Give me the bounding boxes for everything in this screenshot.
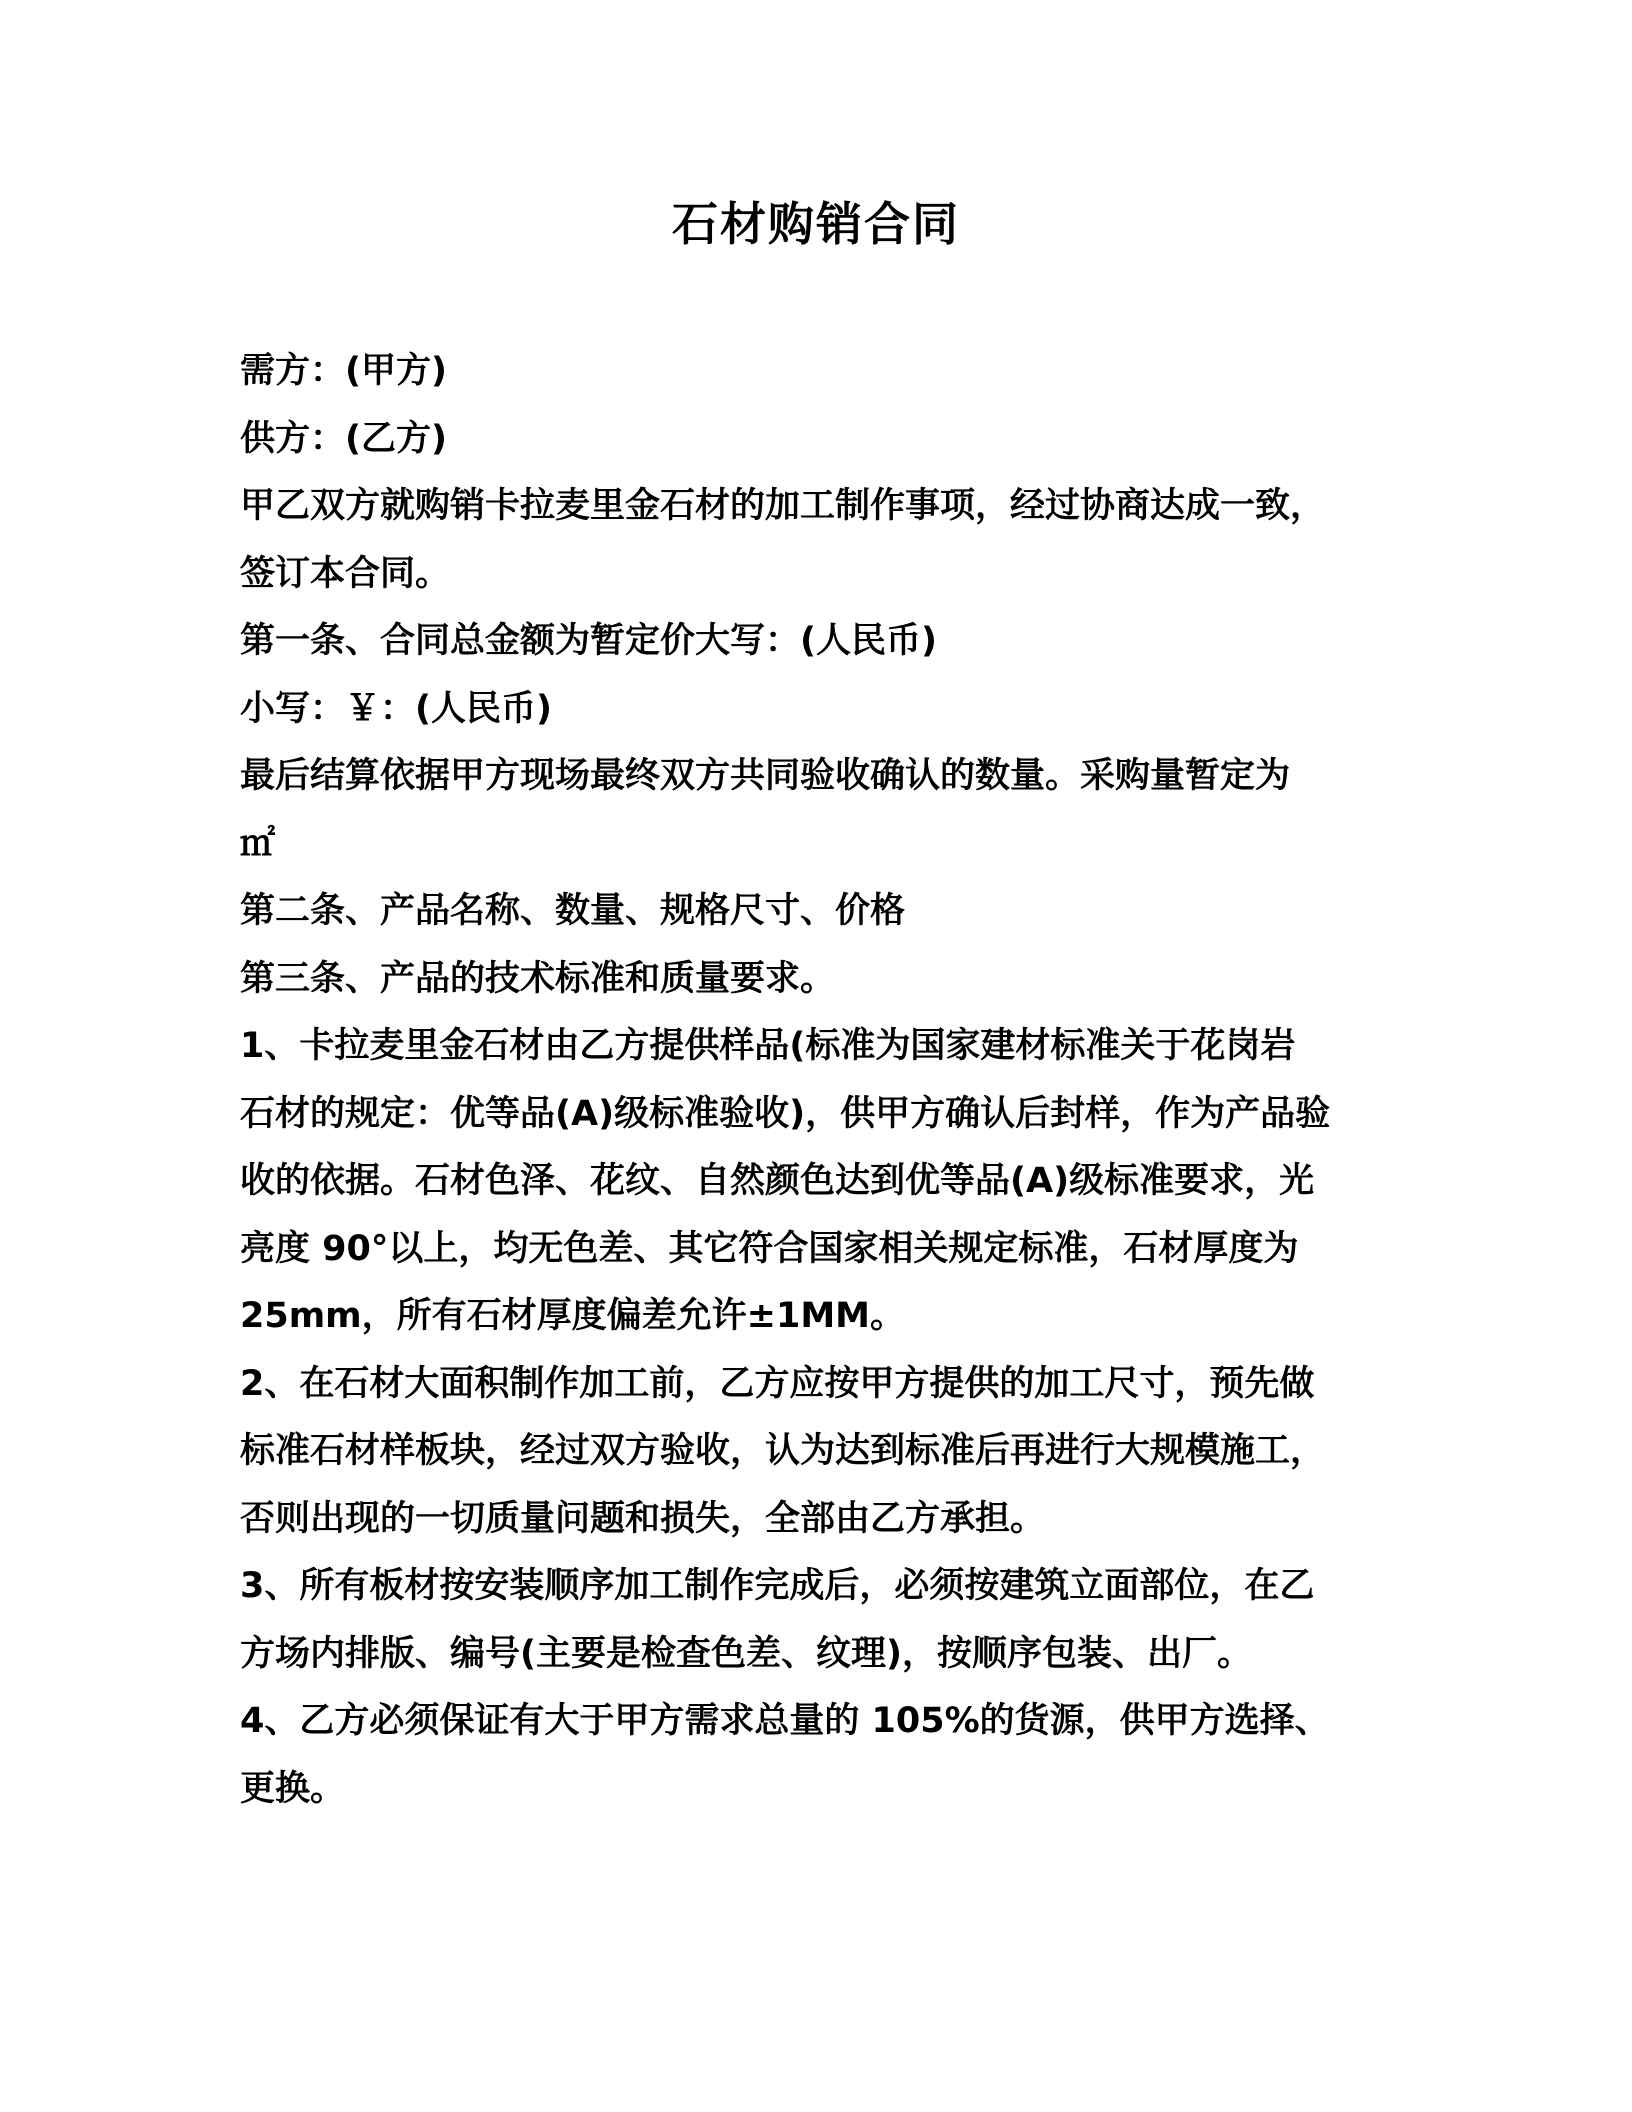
line-item-4: 4、乙方必须保证有大于甲方需求总量的 105%的货源，供甲方选择、	[240, 1701, 1330, 1741]
paragraph-line: 更换。	[240, 1768, 346, 1809]
document-body	[240, 338, 1400, 1823]
line-square-meter: ㎡	[240, 823, 276, 864]
paragraph-line: 石材的规定：优等品(A)级标准验收)，供甲方确认后封样，作为产品验	[240, 1093, 1331, 1134]
paragraph-line: 最后结算依据甲方现场最终双方共同验收确认的数量。采购量暂定为	[240, 756, 1291, 796]
paragraph-line: 标准石材样板块，经过双方验收，认为达到标准后再进行大规模施工，	[240, 1431, 1326, 1471]
line-item-1: 1、卡拉麦里金石材由乙方提供样品(标准为国家建材标准关于花岗岩	[240, 1026, 1296, 1066]
paragraph-line: 签订本合同。	[240, 553, 451, 594]
document-title: 石材购销合同	[672, 197, 960, 251]
paragraph-line: 甲乙双方就购销卡拉麦里金石材的加工制作事项，经过协商达成一致，	[240, 486, 1326, 526]
line-supplier: 供方：(乙方)	[240, 418, 447, 459]
paragraph-line: 否则出现的一切质量问题和损失，全部由乙方承担。	[240, 1498, 1046, 1539]
line-amount-numeric: 小写：￥：(人民币)	[240, 688, 552, 729]
line-item-2: 2、在石材大面积制作加工前，乙方应按甲方提供的加工尺寸，预先做	[240, 1363, 1315, 1404]
paragraph-line: 收的依据。石材色泽、花纹、自然颜色达到优等品(A)级标准要求，光	[240, 1161, 1315, 1201]
line-demander: 需方：(甲方)	[240, 351, 447, 391]
line-clause-3: 第三条、产品的技术标准和质量要求。	[240, 958, 836, 999]
paragraph-line: 25mm，所有石材厚度偏差允许±1MM。	[240, 1296, 905, 1336]
line-item-3: 3、所有板材按安装顺序加工制作完成后，必须按建筑立面部位，在乙	[240, 1566, 1315, 1606]
paragraph-line: 亮度 90°以上，均无色差、其它符合国家相关规定标准，石材厚度为	[240, 1228, 1299, 1269]
paragraph-line: 方场内排版、编号(主要是检查色差、纹理)，按顺序包装、出厂。	[240, 1633, 1252, 1674]
line-clause-1: 第一条、合同总金额为暂定价大写：(人民币)	[240, 621, 937, 661]
line-clause-2: 第二条、产品名称、数量、规格尺寸、价格	[240, 891, 906, 931]
